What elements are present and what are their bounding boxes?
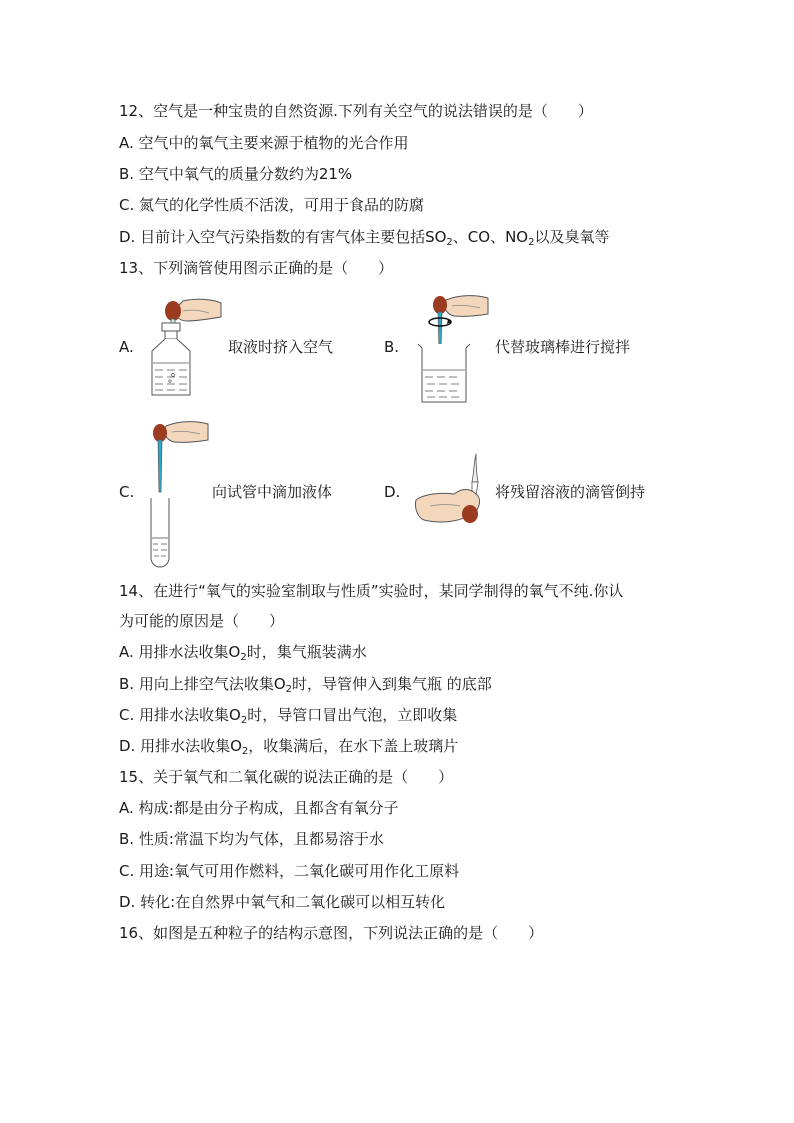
q13-stem: 13、下列滴管使用图示正确的是（ ）: [119, 259, 394, 277]
dropper-test-tube-figure: [148, 418, 210, 568]
q15-option-b: B. 性质:常温下均为气体，且都易溶于水: [119, 830, 384, 848]
q13-option-b-letter: B.: [384, 338, 400, 356]
q15-stem: 15、关于氧气和二氧化碳的说法正确的是（ ）: [119, 768, 454, 786]
q15-option-a: A. 构成:都是由分子构成，且都含有氧分子: [119, 799, 399, 817]
q16-stem: 16、如图是五种粒子的结构示意图，下列说法正确的是（ ）: [119, 924, 544, 942]
q13-option-c-text: 向试管中滴加液体: [212, 483, 333, 501]
dropper-inverted-figure: [414, 448, 494, 526]
dropper-squeeze-air-figure: [143, 295, 223, 400]
q12-option-d: D. 目前计入空气污染指数的有害气体主要包括$SO_2$、CO、$NO_2$以及臭氧等: [119, 228, 610, 248]
q13-option-d-text: 将残留溶液的滴管倒持: [495, 483, 646, 501]
q14-stem-line1: 14、在进行“氧气的实验室制取与性质”实验时，某同学制得的氧气不纯.你认: [119, 582, 624, 600]
q12-option-a: A. 空气中的氧气主要来源于植物的光合作用: [119, 134, 409, 152]
q14-option-a: A. 用排水法收集$O_2$时，集气瓶装满水: [119, 643, 367, 663]
q14-option-b: B. 用向上排空气法收集$O_2$时，导管伸入到集气瓶 的底部: [119, 675, 492, 695]
q15-option-c: C. 用途:氧气可用作燃料，二氧化碳可用作化工原料: [119, 862, 460, 880]
q14-stem-line2: 为可能的原因是（ ）: [119, 612, 285, 630]
q14-option-c: C. 用排水法收集$O_2$时，导管口冒出气泡，立即收集: [119, 706, 458, 726]
q13-option-c-letter: C.: [119, 483, 135, 501]
q13-option-a-text: 取液时挤入空气: [228, 338, 334, 356]
q13-option-a-letter: A.: [119, 338, 134, 356]
q12-stem: 12、空气是一种宝贵的自然资源.下列有关空气的说法错误的是（ ）: [119, 102, 593, 120]
q15-option-d: D. 转化:在自然界中氧气和二氧化碳可以相互转化: [119, 893, 446, 911]
q12-option-b: B. 空气中氧气的质量分数约为21%: [119, 165, 353, 183]
q13-option-d-letter: D.: [384, 483, 401, 501]
dropper-stirring-figure: [412, 292, 490, 404]
q14-option-d: D. 用排水法收集$O_2$，收集满后，在水下盖上玻璃片: [119, 737, 459, 757]
q12-option-c: C. 氮气的化学性质不活泼，可用于食品的防腐: [119, 196, 425, 214]
q13-option-b-text: 代替玻璃棒进行搅拌: [495, 338, 631, 356]
